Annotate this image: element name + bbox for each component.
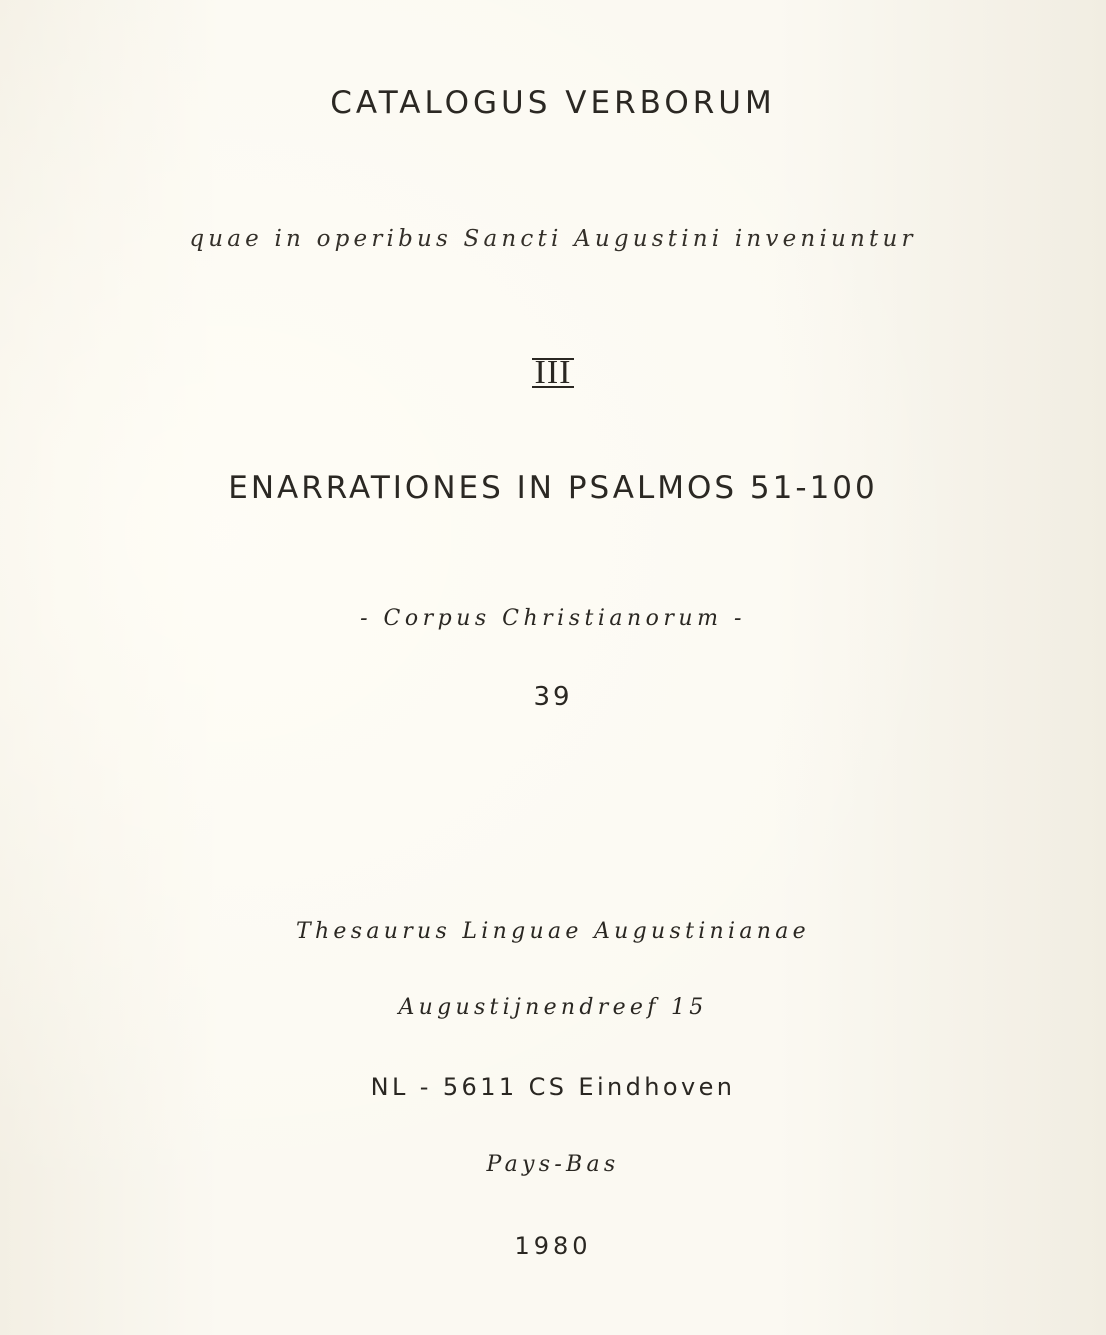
publisher-city: NL - 5611 CS Eindhoven xyxy=(370,1073,736,1101)
publisher-name: Thesaurus Linguae Augustinianae xyxy=(295,919,810,944)
series-name: - Corpus Christianorum - xyxy=(360,606,746,631)
publication-year: 1980 xyxy=(514,1232,592,1260)
series-number: 39 xyxy=(533,682,573,712)
volume-number xyxy=(0,356,1106,390)
publisher-country: Pays-Bas xyxy=(486,1152,620,1177)
work-title: ENARRATIONES IN PSALMOS 51-100 xyxy=(228,470,878,506)
book-subtitle: quae in operibus Sancti Augustini inveniuntur xyxy=(189,226,917,252)
book-title: CATALOGUS VERBORUM xyxy=(330,85,776,121)
volume-label: III xyxy=(532,358,575,388)
publisher-street: Augustijnendreef 15 xyxy=(398,995,708,1020)
